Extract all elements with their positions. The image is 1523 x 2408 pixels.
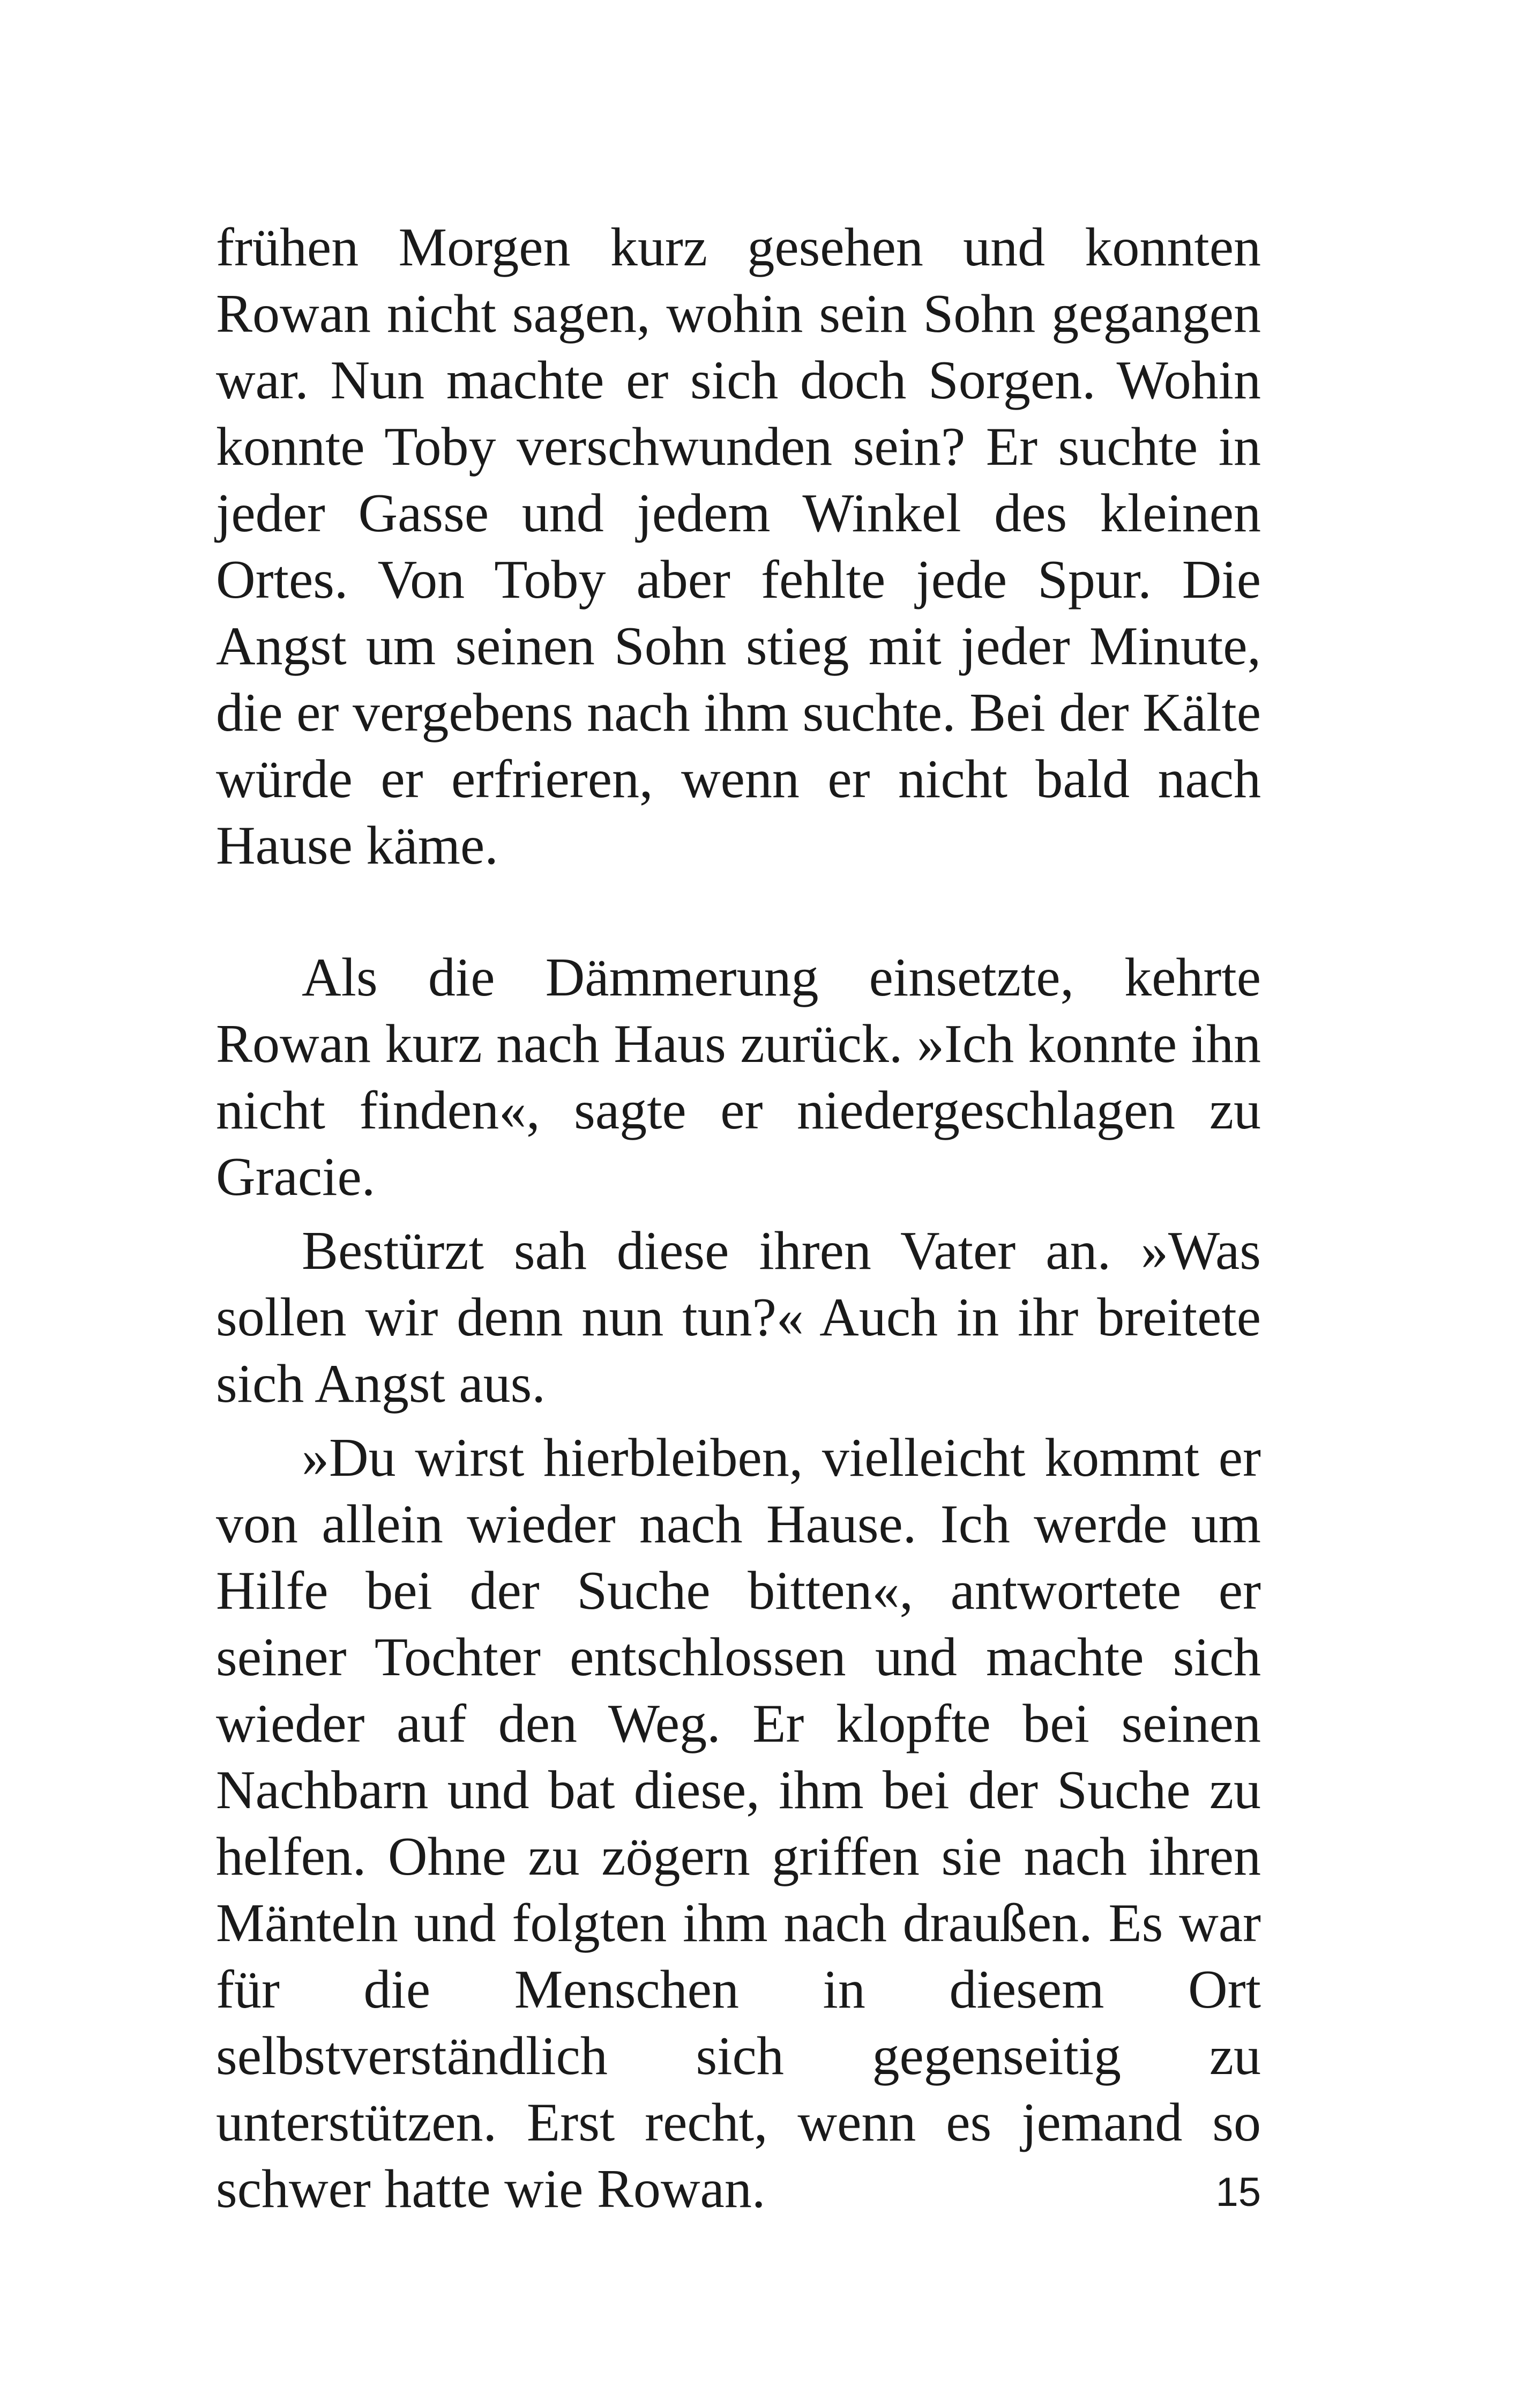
paragraph-gracie-reaction: Bestürzt sah diese ihren Vater an. »Was sollen wir denn nun tun?« Auch in ihr breitete sich Angst aus. xyxy=(216,1221,1261,1414)
paragraph-search-help: »Du wirst hierbleiben, vielleicht kommt er von allein wieder nach Hause. Ich werde um Hilfe bei der Suche bitten«, antwortete er seiner Tochter entschlossen und machte sich wieder auf den Weg. Er klopfte bei seinen Nachbarn und bat diese, ihm bei der Suche zu helfen. Ohne zu zögern griffen sie nach ihren Mänteln und folgten ihm nach draußen. Es war für die Menschen in diesem Ort selbstverständlich sich gegenseitig zu unterstützen. Erst recht, wenn es jemand so schwer hatte wie Rowan. xyxy=(216,1428,1261,2219)
page-number: 15 xyxy=(1215,2169,1261,2215)
paragraph-dusk-return: Als die Dämmerung einsetzte, kehrte Rowan kurz nach Haus zurück. »Ich konnte ihn nicht finden«, sagte er niedergeschlagen zu Gracie. xyxy=(216,947,1261,1207)
paragraph-continued: frühen Morgen kurz gesehen und konnten Rowan nicht sagen, wohin sein Sohn gegangen war. Nun machte er sich doch Sorgen. Wohin konnte Toby verschwunden sein? Er suchte in jeder Gasse und jedem Winkel des kleinen Ortes. Von Toby aber fehlte jede Spur. Die Angst um seinen Sohn stieg mit jeder Minute, die er vergebens nach ihm suchte. Bei der Kälte würde er erfrieren, wenn er nicht bald nach Hause käme. xyxy=(216,217,1261,876)
body-text xyxy=(216,214,1261,2223)
